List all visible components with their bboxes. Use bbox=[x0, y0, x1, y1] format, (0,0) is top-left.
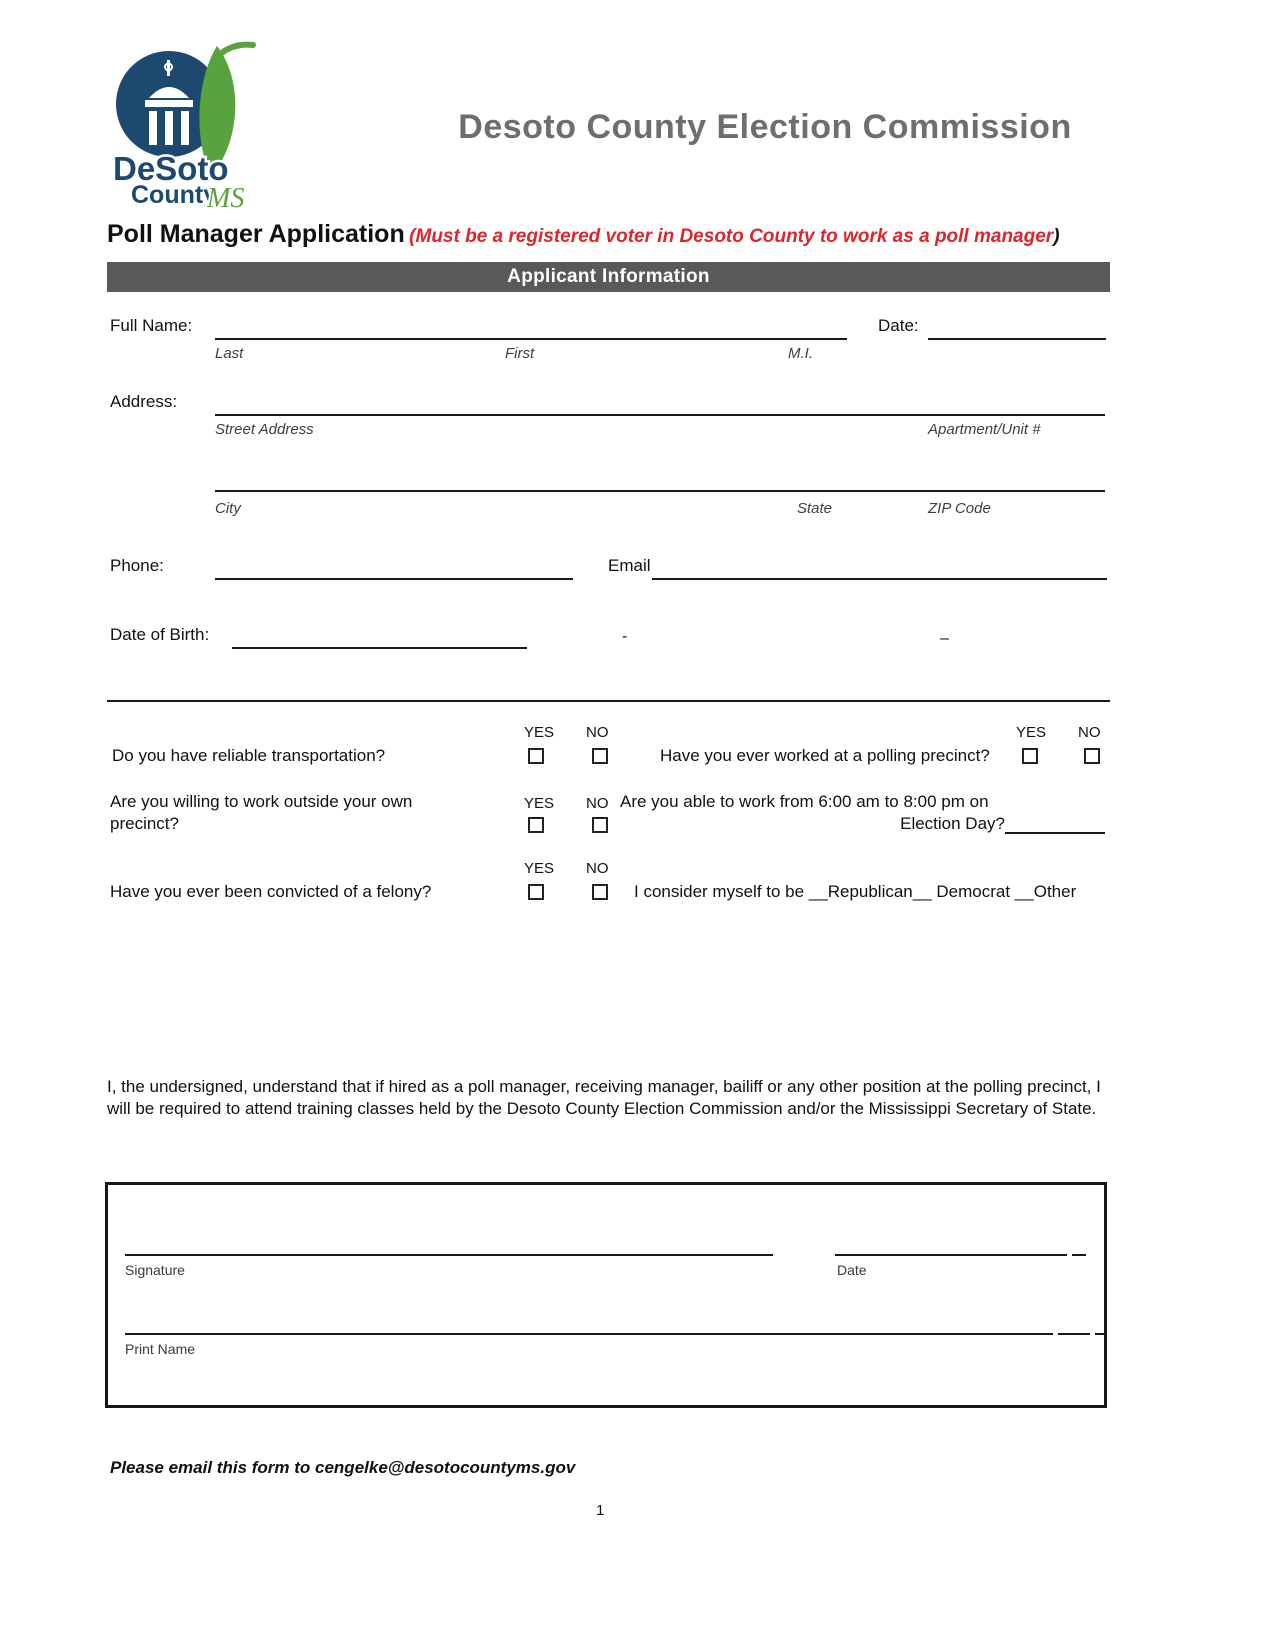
middle-initial-sublabel: M.I. bbox=[788, 345, 813, 362]
last-name-sublabel: Last bbox=[215, 345, 244, 362]
print-name-line-tail-1 bbox=[1058, 1309, 1090, 1335]
q1-no-label: NO bbox=[586, 724, 609, 741]
full-name-label: Full Name: bbox=[110, 316, 193, 335]
section-header-applicant-information: Applicant Information bbox=[107, 262, 1110, 292]
email-label: Email bbox=[608, 556, 651, 575]
email-submission-note: Please email this form to cengelke@desotocountyms.gov bbox=[110, 1458, 576, 1477]
signature-date-line-tail bbox=[1072, 1230, 1086, 1256]
phone-label: Phone: bbox=[110, 556, 164, 575]
zip-code-sublabel: ZIP Code bbox=[928, 500, 991, 517]
county-seal-icon bbox=[105, 40, 257, 210]
page-number: 1 bbox=[596, 1502, 605, 1519]
phone-input-line[interactable] bbox=[215, 556, 573, 580]
q2-no-label: NO bbox=[1078, 724, 1101, 741]
email-input-line[interactable] bbox=[652, 556, 1107, 580]
street-address-sublabel: Street Address bbox=[215, 421, 314, 438]
section-divider bbox=[107, 700, 1110, 702]
signature-box bbox=[105, 1182, 1107, 1408]
q2-yes-checkbox[interactable] bbox=[1022, 748, 1038, 764]
q3-yes-label: YES bbox=[524, 795, 555, 812]
q5-no-label: NO bbox=[586, 860, 609, 877]
training-agreement-paragraph: I, the undersigned, understand that if hired as a poll manager, receiving manager, bailiff or any other position at the polling precinct, I will be required to attend training classes held by the Desoto County Election Commission and/or the Mississippi Secretary of State. bbox=[107, 1077, 1101, 1118]
q1-yes-label: YES bbox=[524, 724, 555, 741]
dob-input-line[interactable] bbox=[232, 625, 527, 649]
logo-text-desoto: DeSoto bbox=[113, 150, 229, 187]
first-name-sublabel: First bbox=[505, 345, 535, 362]
state-sublabel: State bbox=[797, 500, 833, 517]
q6-party-affiliation-text: I consider myself to be __Republican__ Democrat __Other bbox=[634, 882, 1077, 901]
print-name-input-line[interactable] bbox=[125, 1309, 1053, 1335]
dob-label: Date of Birth: bbox=[110, 625, 210, 644]
q1-transportation-text: Do you have reliable transportation? bbox=[112, 746, 386, 765]
signature-input-line[interactable] bbox=[125, 1230, 773, 1256]
desoto-county-logo bbox=[105, 40, 257, 215]
signature-label: Signature bbox=[125, 1262, 185, 1278]
q5-felony-text: Have you ever been convicted of a felony? bbox=[110, 882, 432, 901]
q3-no-label: NO bbox=[586, 795, 609, 812]
form-heading bbox=[107, 220, 1167, 249]
city-state-zip-input-line[interactable] bbox=[215, 468, 1105, 492]
print-name-line-tail-2 bbox=[1095, 1309, 1104, 1335]
date-label: Date: bbox=[878, 316, 919, 335]
q2-no-checkbox[interactable] bbox=[1084, 748, 1100, 764]
q1-no-checkbox[interactable] bbox=[592, 748, 608, 764]
q4-election-hours-line2 bbox=[592, 814, 1105, 834]
q5-yes-checkbox[interactable] bbox=[528, 884, 544, 900]
q4-answer-line[interactable] bbox=[1005, 814, 1105, 834]
q5-no-checkbox[interactable] bbox=[592, 884, 608, 900]
form-requirement-note: (Must be a registered voter in Desoto County to work as a poll manager bbox=[409, 226, 1054, 247]
signature-date-label: Date bbox=[837, 1262, 867, 1278]
logo-text-ms: MS bbox=[207, 183, 245, 210]
q1-yes-checkbox[interactable] bbox=[528, 748, 544, 764]
q4-election-day-text: Election Day? bbox=[900, 814, 1005, 833]
city-sublabel: City bbox=[215, 500, 241, 517]
date-input-line[interactable] bbox=[928, 316, 1106, 340]
form-title: Poll Manager Application bbox=[107, 220, 405, 248]
signature-date-input-line[interactable] bbox=[835, 1230, 1067, 1256]
apartment-unit-sublabel: Apartment/Unit # bbox=[928, 421, 1041, 438]
page-title: Desoto County Election Commission bbox=[458, 108, 1072, 146]
full-name-input-line[interactable] bbox=[215, 316, 847, 340]
q5-yes-label: YES bbox=[524, 860, 555, 877]
logo-text-county: County bbox=[131, 181, 218, 209]
q3-yes-checkbox[interactable] bbox=[528, 817, 544, 833]
form-note-close-paren: ) bbox=[1053, 226, 1060, 247]
address-label: Address: bbox=[110, 392, 178, 411]
print-name-label: Print Name bbox=[125, 1341, 196, 1357]
dob-dash-2: – bbox=[940, 630, 949, 647]
q3-outside-precinct-line2: precinct? bbox=[110, 814, 179, 833]
dob-dash-1: - bbox=[622, 628, 628, 645]
q4-election-hours-line1: Are you able to work from 6:00 am to 8:00 pm on bbox=[620, 792, 989, 811]
q2-yes-label: YES bbox=[1016, 724, 1047, 741]
q2-polling-precinct-text: Have you ever worked at a polling precinct? bbox=[660, 746, 990, 765]
street-address-input-line[interactable] bbox=[215, 392, 1105, 416]
q3-outside-precinct-line1: Are you willing to work outside your own bbox=[110, 792, 413, 811]
